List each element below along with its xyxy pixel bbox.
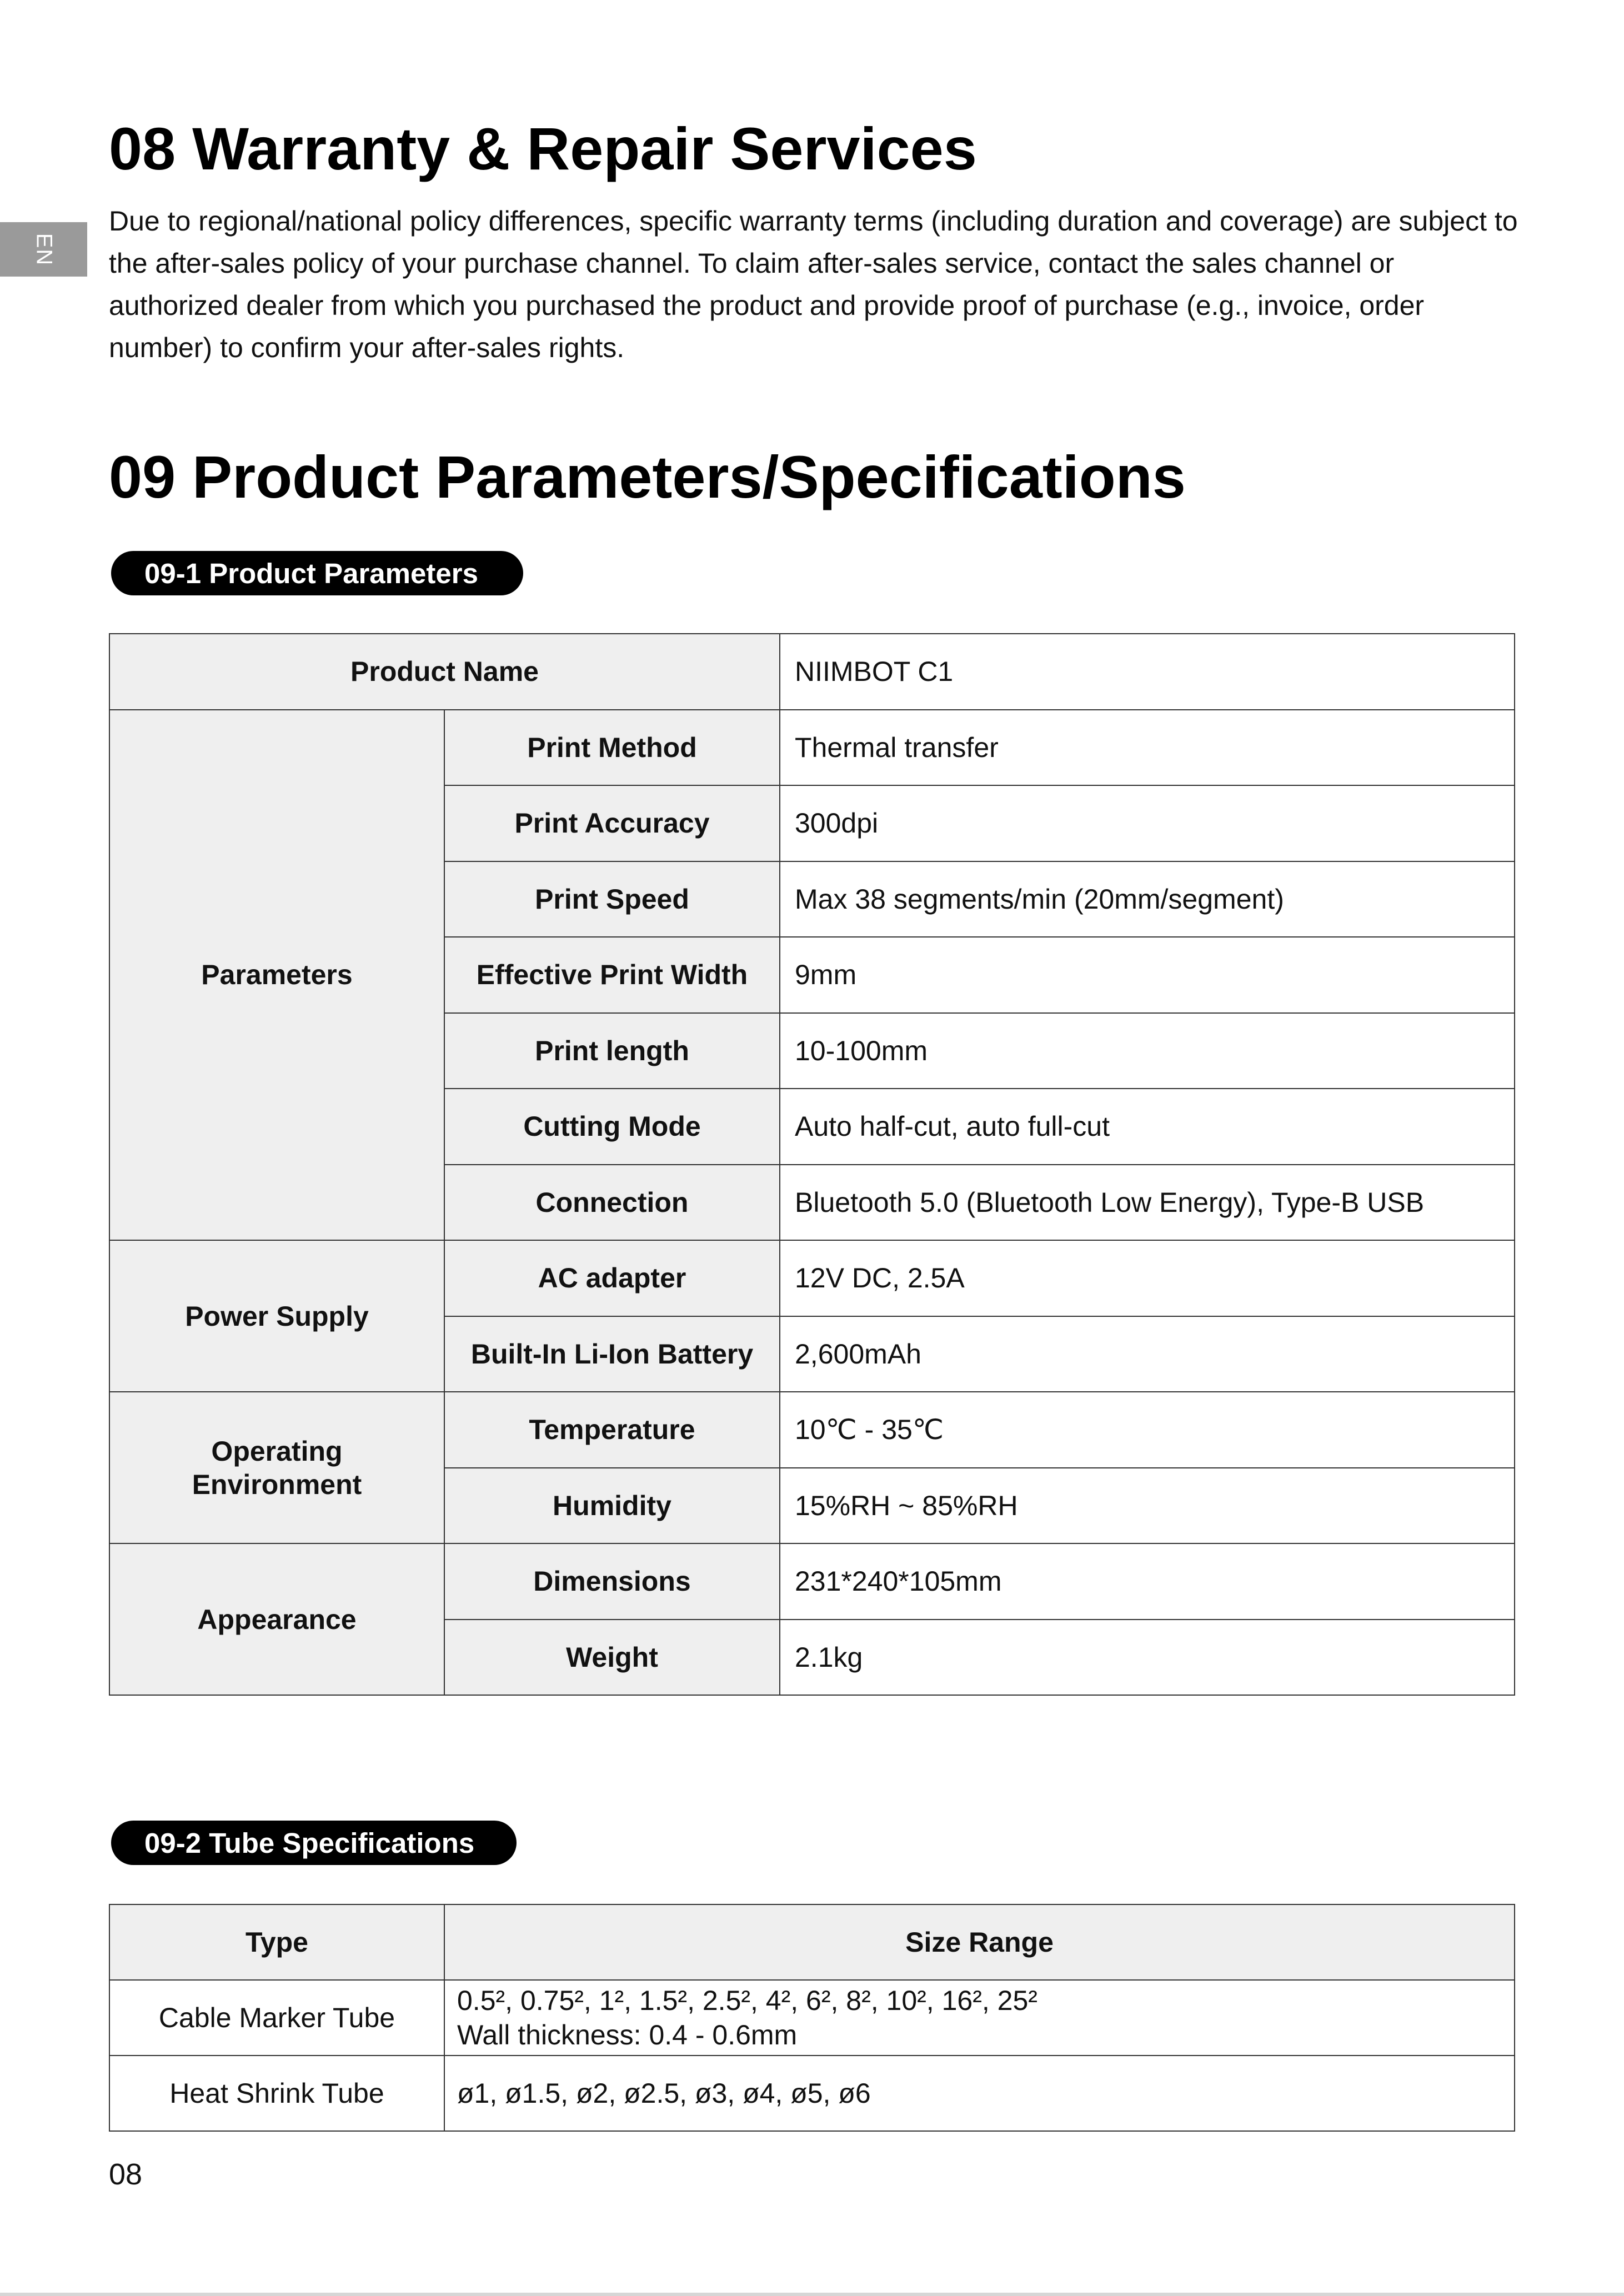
row-label: Temperature [444,1392,780,1468]
warranty-heading: 08 Warranty & Repair Services [109,115,977,182]
group-operating-environment: Operating Environment [109,1392,444,1543]
row-value: Auto half-cut, auto full-cut [780,1089,1515,1165]
row-label: Connection [444,1165,780,1241]
row-label: Weight [444,1620,780,1696]
table-row [109,1392,1515,1468]
page-number: 08 [109,2158,143,2191]
product-parameters-pill: 09-1 Product Parameters [111,551,523,595]
row-value: 2.1kg [780,1620,1515,1696]
group-appearance: Appearance [109,1543,444,1695]
row-label: Dimensions [444,1543,780,1620]
row-value: 9mm [780,937,1515,1013]
product-name-label: Product Name [109,634,780,710]
tube-type: Cable Marker Tube [109,1980,444,2056]
product-parameters-table [109,633,1515,1696]
row-value: Max 38 segments/min (20mm/segment) [780,861,1515,938]
table-row [109,2056,1515,2131]
row-label: Cutting Mode [444,1089,780,1165]
table-row [109,1240,1515,1316]
tube-size-range [444,2056,1515,2131]
row-label: Print Accuracy [444,785,780,861]
language-tab [0,222,87,277]
row-label: Print length [444,1013,780,1089]
row-value: 10℃ - 35℃ [780,1392,1515,1468]
table-header-row [109,1904,1515,1980]
table-row [109,634,1515,710]
tube-specifications-table [109,1904,1515,2132]
row-label: Humidity [444,1468,780,1544]
row-value: 15%RH ~ 85%RH [780,1468,1515,1544]
table-row [109,710,1515,786]
type-column-header: Type [109,1904,444,1980]
table-row [109,1543,1515,1620]
tube-type: Heat Shrink Tube [109,2056,444,2131]
row-label: Built-In Li-Ion Battery [444,1316,780,1392]
size-range-line: ø1, ø1.5, ø2, ø2.5, ø3, ø4, ø5, ø6 [457,2077,871,2109]
row-label: Effective Print Width [444,937,780,1013]
group-parameters: Parameters [109,710,444,1241]
row-value: 12V DC, 2.5A [780,1240,1515,1316]
product-name-value: NIIMBOT C1 [780,634,1515,710]
table-row [109,1980,1515,2056]
size-range-line: 0.5², 0.75², 1², 1.5², 2.5², 4², 6², 8², 10², 16², 25² [457,1984,1037,2016]
tube-specifications-pill: 09-2 Tube Specifications [111,1821,517,1865]
size-range-column-header: Size Range [444,1904,1515,1980]
row-value: 2,600mAh [780,1316,1515,1392]
row-value: Bluetooth 5.0 (Bluetooth Low Energy), Type-B USB [780,1165,1515,1241]
footer-divider [0,2293,1624,2296]
group-power-supply: Power Supply [109,1240,444,1392]
row-value: Thermal transfer [780,710,1515,786]
warranty-paragraph: Due to regional/national policy differences, specific warranty terms (including duration and coverage) are subject to the after-sales policy of your purchase channel. To claim after-sales service, contact the sales channel or authorized dealer from which you purchased the product and provide proof of purchase (e.g., invoice, order number) to confirm your after-sales rights. [109,205,1518,363]
specs-heading: 09 Product Parameters/Specifications [109,443,1186,510]
row-value: 231*240*105mm [780,1543,1515,1620]
language-tab-label: EN [31,233,56,266]
row-label: Print Speed [444,861,780,938]
row-label: AC adapter [444,1240,780,1316]
row-value: 300dpi [780,785,1515,861]
wall-thickness-line: Wall thickness: 0.4 - 0.6mm [457,2019,798,2051]
row-label: Print Method [444,710,780,786]
tube-size-range [444,1980,1515,2056]
row-value: 10-100mm [780,1013,1515,1089]
